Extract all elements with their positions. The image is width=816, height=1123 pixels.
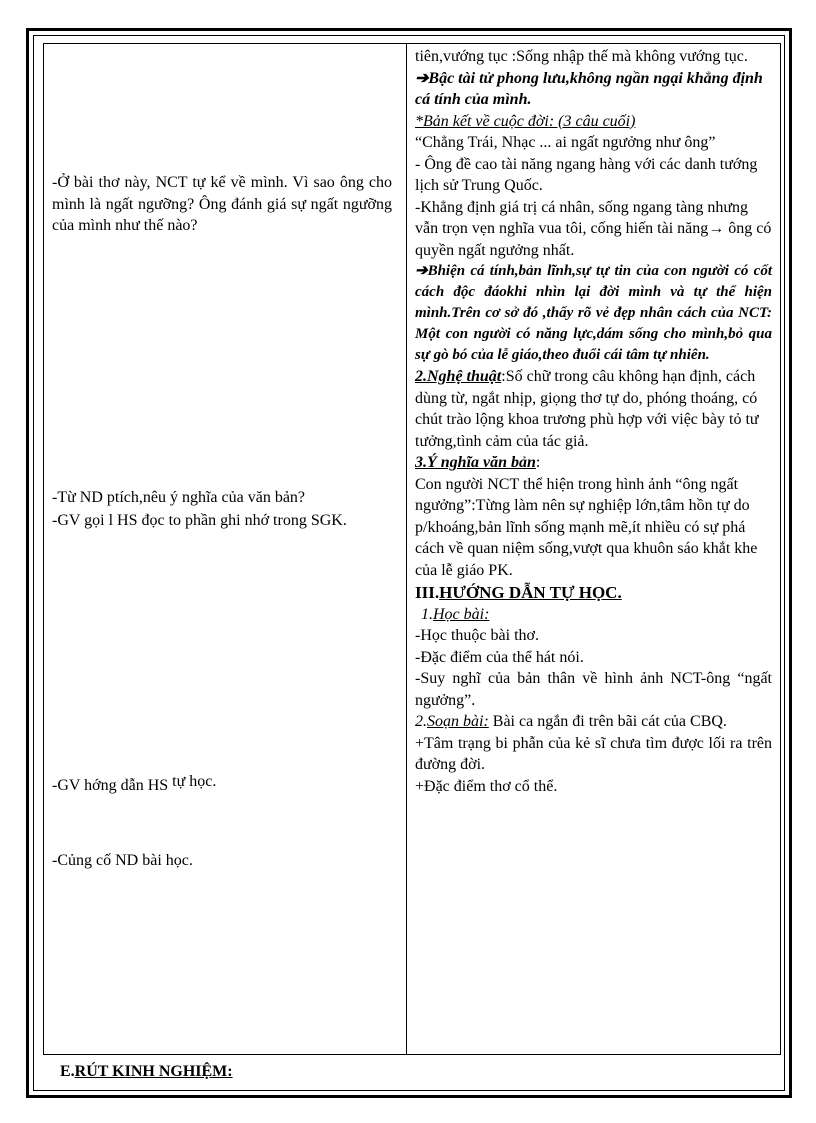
heading-huong-dan-label: HƯỚNG DẪN TỰ HỌC.: [439, 583, 622, 602]
text-bieu-hien-ca-tinh: ➔Bhiện cá tính,bản lĩnh,sự tự tin của con người có cốt cách độc đáokhi nhìn lại đời mình và tự thể hiện mình.Trên cơ sở đó ,thấy rõ vẻ đẹp nhân cách của NCT: Một con người có năng lực,dám sống cho mình,bỏ qua sự gò bó của lễ giáo,theo đuổi cái tâm tự nhiên.: [415, 263, 772, 363]
text-de-cao-tai-nang: - Ông đề cao tài năng ngang hàng với các danh tướng lịch sử Trung Quốc.: [415, 155, 758, 194]
question-y-nghia: -Từ ND ptích,nêu ý nghĩa của văn bản?: [52, 489, 306, 506]
section-rut-kinh-nghiem: [60, 1063, 233, 1081]
text-soan-bai: Bài ca ngắn đi trên bãi cát của CBQ.: [488, 713, 727, 730]
heading-ban-ket: [415, 111, 772, 133]
body-nghe-thuat: :Số chữ trong câu không hạn định, cách dùng từ, ngắt nhịp, giọng thơ tự do, phóng thoáng, có chút trào lộng khoa trương phù hợp với việc bày tỏ tư tưởng,tình cảm của tác giả.: [415, 368, 759, 450]
heading-soan-bai: [415, 711, 772, 733]
text-vuong-tuc: tiên,vướng tục :Sống nhập thế mà không vướng tục.: [415, 48, 748, 65]
task-dac-diem-hat-noi: -Đặc điểm của thể hát nói.: [415, 648, 584, 666]
text-khang-dinh-gia-tri: -Khẳng định giá trị cá nhân, sống ngang tàng nhưng vẫn trọn vẹn nghĩa vua tôi, cống hiến tài năng→ ông có quyền ngất ngưởng nhất.: [415, 198, 772, 259]
lesson-table: [43, 43, 781, 1055]
task-tam-trang: +Tâm trạng bi phẫn của kẻ sĩ chưa tìm được lối ra trên đường đời.: [415, 734, 772, 773]
text-nghe-thuat: [415, 366, 772, 452]
question-ngat-nguong: -Ở bài thơ này, NCT tự kể về mình. Vì sao ông cho mình là ngất ngưỡng? Ông đánh giá sự ngất ngưỡng của mình như thế nào?: [52, 174, 392, 234]
label-y-nghia-colon: :: [535, 454, 541, 471]
heading-y-nghia-van-ban: [415, 452, 772, 474]
heading-hoc-bai-label: Học bài:: [433, 605, 490, 623]
instruction-tu-hoc-prefix: -GV hớng dẫn HS: [52, 777, 169, 794]
heading-soan-bai-label: Soạn bài:: [427, 713, 489, 730]
text-bac-tai-tu: ➔Bậc tài tử phong lưu,không ngần ngại khẳng định cá tính của mình.: [415, 69, 763, 108]
task-tho-co-the: +Đặc điểm thơ cổ thể.: [415, 777, 558, 795]
content-column: [407, 44, 781, 1055]
footer-label: RÚT KINH NGHIỆM:: [74, 1063, 233, 1080]
footer-prefix: E.: [60, 1063, 75, 1080]
heading-hoc-bai: [415, 604, 772, 626]
text-con-nguoi-nct: Con người NCT thể hiện trong hình ảnh “ông ngất ngưởng”:Từng làm nên sự nghiệp lớn,tâm hồn tự do p/khoáng,bản lĩnh sống mạnh mẽ,ít nhiều có sự phá cách về quan niệm sống,vượt qua khuôn sáo khắt khe của lễ giáo PK.: [415, 475, 758, 579]
task-hoc-thuoc: -Học thuộc bài thơ.: [415, 627, 539, 644]
teacher-activity-column: [44, 44, 407, 1055]
heading-soan-bai-num: 2.: [415, 713, 427, 730]
task-suy-nghi: -Suy nghĩ của bản thân về hình ảnh NCT-ông “ngất ngưởng”.: [415, 670, 772, 709]
label-nghe-thuat: 2.Nghệ thuật: [415, 368, 502, 385]
heading-ban-ket-label: *Bản kết về cuộc đời: (3 câu cuối): [415, 112, 636, 130]
instruction-ghi-nho: -GV gọi l HS đọc to phần ghi nhớ trong SGK.: [52, 512, 347, 529]
heading-huong-dan-tu-hoc: [415, 582, 772, 604]
heading-hoc-bai-num: 1.: [421, 605, 433, 623]
heading-roman-three: III.: [415, 583, 440, 602]
instruction-cung-co: -Củng cố ND bài học.: [52, 852, 193, 869]
instruction-tu-hoc-suffix: tự học.: [172, 773, 217, 790]
quote-chang-trai-nhac: “Chẳng Trái, Nhạc ... ai ngất ngưởng như ông”: [415, 134, 716, 151]
instruction-tu-hoc: [52, 775, 392, 797]
label-y-nghia-van-ban: 3.Ý nghĩa văn bản: [415, 454, 536, 471]
